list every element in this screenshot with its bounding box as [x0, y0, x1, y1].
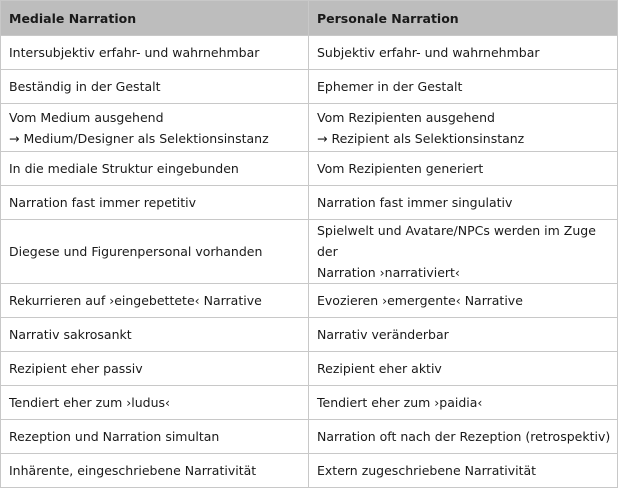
- cell-text: Rezipient eher passiv: [9, 361, 143, 376]
- table-row: [1, 36, 618, 70]
- cell-mediale: [1, 70, 309, 104]
- cell-mediale: [1, 284, 309, 318]
- table-row: [1, 386, 618, 420]
- cell-text: Narration oft nach der Rezeption (retrospektiv): [317, 429, 611, 444]
- table-row: [1, 152, 618, 186]
- cell-text: Vom Rezipienten ausgehend: [317, 109, 495, 125]
- cell-text: Tendiert eher zum ›ludus‹: [9, 395, 171, 410]
- cell-text: Rezeption und Narration simultan: [9, 429, 220, 444]
- cell-text: Evozieren ›emergente‹ Narrative: [317, 293, 523, 308]
- cell-text: Vom Medium ausgehend: [9, 109, 164, 125]
- table-row: [1, 318, 618, 352]
- cell-personale: [309, 36, 618, 70]
- cell-text: Diegese und Figurenpersonal vorhanden: [9, 244, 263, 259]
- table-row: [1, 220, 618, 284]
- header-mediale: Mediale Narration: [1, 1, 309, 36]
- cell-text: → Rezipient als Selektionsinstanz: [317, 130, 525, 146]
- header-personale: Personale Narration: [309, 1, 618, 36]
- cell-mediale: [1, 318, 309, 352]
- header-row: [1, 1, 618, 36]
- cell-personale: [309, 420, 618, 454]
- cell-text: Narrativ sakrosankt: [9, 327, 132, 342]
- cell-personale: [309, 386, 618, 420]
- cell-mediale: [1, 152, 309, 186]
- cell-mediale: [1, 352, 309, 386]
- table-row: [1, 186, 618, 220]
- cell-text: → Medium/Designer als Selektionsinstanz: [9, 130, 269, 146]
- cell-text: Inhärente, eingeschriebene Narrativität: [9, 463, 257, 478]
- cell-mediale: [1, 220, 309, 284]
- cell-text: Narration fast immer repetitiv: [9, 195, 197, 210]
- cell-text: Spielwelt und Avatare/NPCs werden im Zuge der: [317, 223, 596, 259]
- cell-text: Intersubjektiv erfahr- und wahrnehmbar: [9, 45, 260, 60]
- cell-text: Ephemer in der Gestalt: [317, 79, 463, 94]
- cell-mediale: [1, 420, 309, 454]
- cell-mediale: [1, 104, 309, 152]
- cell-mediale: [1, 454, 309, 488]
- cell-personale: [309, 186, 618, 220]
- cell-personale: [309, 220, 618, 284]
- table-row: [1, 454, 618, 488]
- cell-mediale: [1, 36, 309, 70]
- table-row: [1, 104, 618, 152]
- cell-mediale: [1, 186, 309, 220]
- cell-text: Extern zugeschriebene Narrativität: [317, 463, 537, 478]
- table-row: [1, 352, 618, 386]
- cell-personale: [309, 70, 618, 104]
- cell-personale: [309, 318, 618, 352]
- table-row: [1, 70, 618, 104]
- table-row: [1, 284, 618, 318]
- cell-text: Vom Rezipienten generiert: [317, 161, 484, 176]
- cell-text: Narration fast immer singulativ: [317, 195, 513, 210]
- cell-personale: [309, 454, 618, 488]
- cell-personale: [309, 284, 618, 318]
- table-row: [1, 420, 618, 454]
- cell-text: Beständig in der Gestalt: [9, 79, 161, 94]
- cell-text: Tendiert eher zum ›paidia‹: [317, 395, 483, 410]
- cell-text: Narration ›narrativiert‹: [317, 265, 460, 280]
- cell-text: Subjektiv erfahr- und wahrnehmbar: [317, 45, 540, 60]
- cell-text: Rekurrieren auf ›eingebettete‹ Narrative: [9, 293, 262, 308]
- cell-personale: [309, 104, 618, 152]
- cell-text: In die mediale Struktur eingebunden: [9, 161, 239, 176]
- cell-personale: [309, 152, 618, 186]
- cell-personale: [309, 352, 618, 386]
- cell-mediale: [1, 386, 309, 420]
- cell-text: Rezipient eher aktiv: [317, 361, 442, 376]
- cell-text: Narrativ veränderbar: [317, 327, 449, 342]
